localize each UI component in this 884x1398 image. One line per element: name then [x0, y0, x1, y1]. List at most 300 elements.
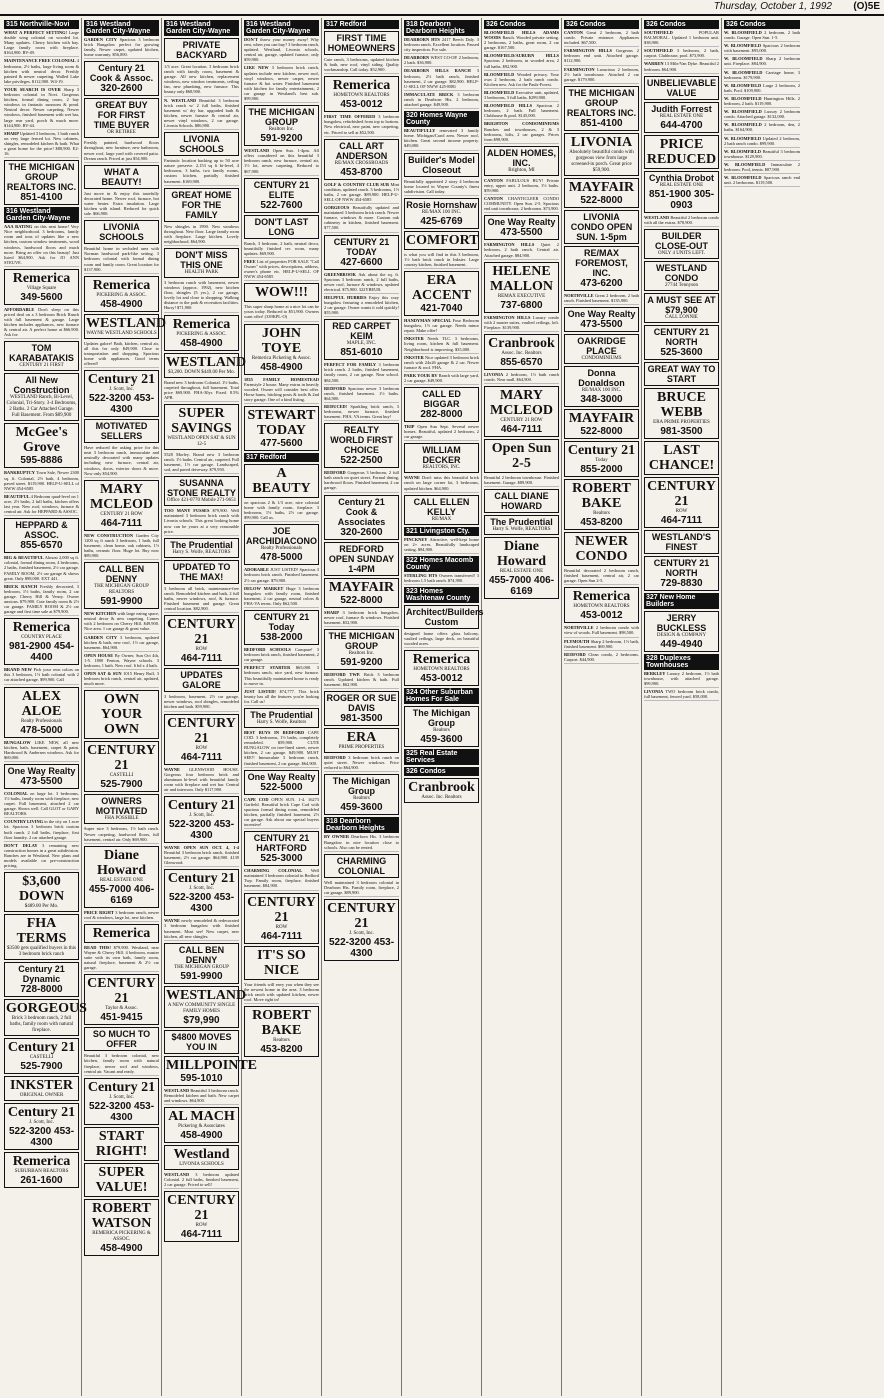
- ad-headline: Cynthia Drobot: [649, 172, 714, 183]
- display-ad: [164, 188, 239, 222]
- display-ad: [244, 215, 319, 239]
- ad-headline: A MUST SEE AT $79,900: [647, 294, 716, 315]
- classified-ad: [484, 372, 559, 384]
- display-ad: [244, 893, 319, 944]
- ad-body: Spacious 2 bedroom, 2 bath. Full basement. Clubhouse & pool. $145,000.: [484, 103, 559, 119]
- ad-phone: 591-9900: [100, 596, 143, 608]
- ad-title: N. WESTLAND: [164, 97, 200, 103]
- ad-body: 2417 Beech Daly. 3 bedroom ranch. Excellent location. Passed city inspection. For sale.: [404, 37, 479, 53]
- ad-body: By Owner, Sun Oct 4th, 1-5. 1800 Fenton, Wayne schools. 3 bedroom, 1 bath. New roof. 6 bd x 4 bath.: [84, 652, 160, 669]
- ad-subtext: Brighton, MI: [508, 167, 535, 173]
- ad-headline: SUSANNA STONE REALTY: [167, 478, 236, 499]
- ad-phone: 522-8000: [580, 426, 623, 438]
- display-ad: [84, 165, 159, 189]
- classified-ad: [564, 652, 639, 664]
- ad-headline: $4800 MOVES YOU IN: [171, 1031, 232, 1052]
- display-ad: [324, 139, 399, 180]
- ad-subtext: CENTURY 21 FIRST: [19, 363, 64, 369]
- ad-title: WAYNE: [164, 766, 189, 772]
- ad-phone: 522-5000: [260, 781, 303, 793]
- ad-title: BY OWNER: [324, 834, 352, 840]
- ad-headline: OAKRIDGE PLACE: [577, 336, 626, 357]
- classified-ad: [324, 610, 399, 627]
- display-ad: [484, 334, 559, 370]
- ad-title: GARDEN CITY: [84, 37, 120, 42]
- ad-body: Huge 3 bedroom bungalow with family room, finished basement, 2 car garage, neutral colors & FHA-VA terms. Only $62,500.: [244, 585, 319, 606]
- display-ad: [244, 178, 319, 213]
- ad-title: BERKLEY: [644, 670, 668, 676]
- ad-title: GOLF & COUNTRY CLUB SUB: [324, 181, 391, 187]
- ad-body: Compare! 3 bedroom brick ranch, finished basement, 2 car garage.: [244, 647, 319, 663]
- ad-headline: MOTIVATED SELLERS: [95, 421, 148, 442]
- ad-body: 2 bedroom, 2 bath condo. Garage. Open Sun. 1-5.: [724, 30, 800, 41]
- display-ad: [164, 1056, 258, 1086]
- ad-title: TRIP: [404, 424, 418, 430]
- classified-ad: [324, 672, 399, 689]
- section-heading: 316 Westland Garden City-Wayne: [4, 207, 79, 223]
- classified-ad: [644, 215, 719, 227]
- classified-ad: [164, 64, 239, 97]
- ad-body: $79,900. Well maintained 3 bedroom brick ranch with Livonia schools. This great looking home now can be yours at a very reasonable price.: [164, 508, 239, 534]
- ad-subtext: HEALTH PARK: [184, 269, 219, 275]
- ad-headline: Diane Howard: [97, 847, 146, 878]
- ad-subtext: REAL ESTATE ONE: [659, 182, 704, 188]
- ad-subtext: Pickering & Associates: [178, 1124, 225, 1129]
- ad-body: List of properties FOR SALE "Call Owner" with prices, descriptions, address, owner's phone etc. HELP-U-SELL OF NWW 454-6585: [244, 258, 319, 280]
- display-ad: [164, 943, 239, 984]
- ad-headline: Century 21 Cook & Associates: [337, 496, 386, 527]
- ad-title: 1835 FAMILY HOMESTEAD: [244, 376, 319, 382]
- ad-headline: THE MICHIGAN GROUP: [248, 107, 315, 128]
- classified-ad: [404, 37, 479, 54]
- ad-body: CAPE COD. 3 bedrooms, 1½ baths, completely remodeled. $59,900. CUTE BUNGALOW on tree-lined street, newer kitchen, 2 car garage. $49,900. MUST SEE!! Immaculate 3 bedroom ranch, finished basement, 2 car garage. $64,900.: [244, 729, 319, 766]
- ad-body: Luxurious 2 bedroom, 2½ bath townhouse. Attached 2 car garage. $179,900.: [564, 66, 639, 82]
- ad-title: W. BLOOMFIELD: [724, 30, 765, 35]
- ad-subtext: CALL LONNIE: [665, 314, 698, 320]
- ad-subtext: ERA PRIME PROPERTIES: [653, 419, 710, 425]
- ad-body: Well maintained 3 bedroom colonial in Redford Twp. Family room, fireplace, finished basement. $84,900.: [244, 868, 319, 889]
- section-heading: 323 Homes Washtenaw County: [404, 587, 479, 603]
- ad-headline: MILLPOINTE: [166, 1057, 258, 1073]
- ad-headline: JERRY BUCKLESS: [656, 612, 707, 633]
- ad-body: Owners transferred! 3 bedroom 1.5 bath ranch. $74,900.: [404, 572, 479, 584]
- ad-title: W. BLOOMFIELD: [724, 109, 765, 115]
- ad-title: GREENBROOK: [324, 271, 359, 277]
- ad-phone: 459-3600: [340, 802, 383, 814]
- ad-phone: 595-8886: [20, 455, 63, 467]
- display-ad: [164, 248, 239, 278]
- ad-headline: HELENE MALLON: [490, 263, 553, 294]
- classified-ad: [84, 341, 159, 368]
- ad-body: 3 bedroom updated Colonial. 2 full baths, finished basement, 2 car garage. Priced to sell!: [164, 1172, 239, 1188]
- ad-title: WESTLAND: [244, 148, 273, 154]
- ad-body: 3 bedroom ranch, newer roof & windows, large lot, new kitchen.: [84, 909, 160, 920]
- section-heading: 328 Duplexes Townhouses: [644, 654, 719, 670]
- classified-ad: [244, 148, 319, 175]
- ad-body: Brand new 3 bedroom Colonial. 1½ baths, carpeted throughout, full basement. Total price $69,900. FHA-30yr. Fixed. 8.5% APR.: [164, 379, 239, 400]
- classified-ad: [4, 307, 79, 340]
- ad-phone: 855-6570: [20, 540, 63, 552]
- classified-column: [2, 18, 87, 1396]
- ad-phone: 855-6570: [500, 356, 543, 368]
- ad-body: Sharp 2 bedroom, 1½ bath, finished basement. $69,900.: [564, 638, 639, 649]
- classified-ad: [644, 671, 719, 688]
- ad-phone: 453-0012: [340, 99, 383, 111]
- display-ad: [4, 999, 87, 1036]
- ad-body: Well maintained 3 bedroom colonial in Dearborn Hts. Family room, fireplace, 2 car garage. $89,900.: [324, 879, 399, 895]
- display-ad: [484, 146, 559, 176]
- ad-body: Beautiful home in secluded area with Norman hardwood park-like setting. 3 bedroom colonial with formal dining room and family room. Great location for $137,900.: [84, 246, 159, 272]
- classified-column: [322, 18, 402, 1396]
- ad-body: Gorgeous 3 bedroom, 2 full bath ranch on quiet street. Formal dining, hardwood floors. Finished basement, 2 car garage.: [324, 470, 399, 491]
- ad-subtext: Office 421-0770 Mobile 271-9651: [166, 498, 237, 504]
- ad-title: DEARBORN HTS: [404, 37, 442, 42]
- classified-ad: [244, 377, 319, 404]
- ad-body: Ask about the sq. ft. Spacious 3 bedroom ranch, 2 full baths, newer roof, furnace & windows, updated electrical. $75,900. 322YBEUB.: [324, 271, 399, 292]
- ad-subtext: J. Scott, Inc.: [109, 1094, 134, 1100]
- ad-title: SOUTHFIELD: [644, 48, 677, 54]
- ad-phone: 522-3200 453-4300: [328, 936, 395, 959]
- ad-headline: Judith Forrest: [651, 103, 712, 114]
- display-ad: [644, 530, 719, 554]
- ad-title: HANDYMAN SPECIAL: [404, 318, 453, 324]
- ad-title: DON'T DELAY: [4, 842, 43, 848]
- display-ad: [564, 210, 639, 244]
- ad-headline: LAST CHANCE!: [648, 442, 715, 473]
- ad-headline: CENTURY 21 NORTH: [653, 557, 710, 578]
- ad-title: FARMINGTON HILLS: [484, 314, 533, 320]
- classified-ad: [4, 131, 79, 158]
- classified-ad: [324, 880, 399, 897]
- ad-headline: Rosie Hornshaw: [406, 199, 477, 210]
- display-ad: [4, 1152, 79, 1188]
- section-heading: 326 Condos: [404, 767, 479, 776]
- ad-title: REDFORD: [324, 755, 349, 761]
- section-heading: 326 Condos: [644, 20, 719, 29]
- ad-body: Beautiful 2 bedroom condo with all the extras. $78,900.: [644, 214, 719, 225]
- ad-body: Spacious 2 bedroom, in wooded area, 2 full baths. $92,900.: [484, 58, 559, 69]
- ad-phone: 261-1600: [20, 1175, 63, 1187]
- ad-headline: CENTURY 21: [647, 478, 716, 509]
- ad-title: W. BLOOMFIELD: [724, 122, 765, 128]
- classified-column: [402, 18, 482, 1396]
- ad-phone: 451-9415: [100, 1012, 143, 1024]
- ad-headline: IT'S SO NICE: [257, 947, 306, 978]
- classified-ad: [644, 48, 719, 60]
- ad-headline: One Way Realty: [567, 309, 636, 320]
- display-ad: [164, 668, 239, 692]
- classified-ad: [164, 224, 239, 246]
- ad-headline: OWN YOUR OWN: [100, 692, 143, 738]
- classified-ad: [244, 586, 319, 608]
- ad-subtext: $3500 gets qualified buyers in this 3 bedroom brick ranch: [6, 946, 77, 958]
- ad-title: GORGEOUS: [324, 205, 353, 211]
- ad-headline: Century 21: [7, 1105, 76, 1121]
- classified-ad: [164, 508, 239, 535]
- classified-ad: [484, 53, 559, 70]
- classified-ad: [724, 149, 800, 161]
- ad-title: FARMINGTON HILLS: [484, 242, 541, 248]
- ad-body: Large double wing colonial on wooded lot. Many updates. Cherry kitchen with bay. Large family room with fireplace. $164,900. RV-49.: [4, 30, 79, 56]
- ad-body: 1/3 acre. Great location. 3 bedroom brick ranch with family room, basement & garage. All new kitchen, replacement windows, new window treatments, ceiling fan, new plumbing, new furnace. This beauty only $68,900.: [164, 64, 239, 95]
- ad-body: Just move in & enjoy this tastefully decorated home. Newer roof, furnace, hot water heater. Extra insulation. Large kitchen with island. Reduced for quick sale. $66,900.: [84, 190, 159, 217]
- ad-title: COUNTRY LIVING: [4, 819, 45, 825]
- display-ad: [644, 229, 719, 259]
- ad-body: Sharp 2 bedroom unit. Fireplace. $84,900.: [724, 56, 800, 67]
- classified-column: [722, 18, 802, 1396]
- ad-body: Almost 2,000 sq ft. colonial, formal dining room, 4 bedrooms, 2 baths, finished basement, 2½ car garage. FAMILY ROOM, 2½ car garage & shows great. Only $98,000. EXT 441.: [4, 555, 79, 581]
- classified-ad: [244, 241, 319, 258]
- classified-ad: [4, 584, 79, 617]
- classified-ad: [84, 246, 159, 273]
- ad-body: Garden City 1200 sq ft ranch 3 bedroom, 1 bath, full basement, clean home, oak cabinets, 1½ baths, ceramic floor. Huge lot. Buy now $89,900.: [84, 532, 159, 559]
- ad-title: NORTHVILLE: [564, 292, 596, 298]
- ad-body: Have reduced the asking price for this neat 3 bedroom ranch, immaculate and neutrally decorated with many updates including new furnace, central air, windows, doors, exterior doors & more. Now only $54,900.: [84, 445, 159, 476]
- ad-title: MAINTENANCE FREE COLONIAL: [4, 58, 77, 64]
- ad-subtext: ROW: [675, 508, 688, 514]
- ad-title: AAA RATING: [4, 224, 35, 230]
- ad-body: Open Sun. 1-4pm. All offers considered on this beautiful 3 bedroom ranch, new furnace, central air, 1½ lot, newer carpeting. Reduced to $67,900.: [244, 148, 319, 174]
- ad-headline: McGee's Grove: [15, 425, 68, 456]
- section-heading: 318 Dearborn Dearborn Heights: [404, 20, 479, 36]
- display-ad: [404, 443, 479, 473]
- ad-title: SOUTHFIELD: [644, 30, 699, 35]
- ad-subtext: REMAX EXECUTIVE: [497, 293, 546, 299]
- ad-body: Beautiful 3 bedroom colonial, new kitchen, family room with natural fireplace, newer roof and windows, central air. Vacant and ready.: [84, 1053, 159, 1074]
- ad-subtext: CONDOMINIUMS: [581, 356, 622, 362]
- ad-title: BLOOMFIELD/AUBURN HILLS: [484, 53, 559, 59]
- classified-ad: [324, 205, 399, 232]
- ad-body: Mint condition, updated ranch. 3 bedrooms, 1½ baths, 2 car garage. $89,900. HELP-U-SELL OF NWW 454-6585: [324, 181, 399, 202]
- classified-ad: [324, 834, 399, 851]
- ad-title: BEAUTIFULLY: [404, 128, 440, 134]
- ad-phone: 595-1010: [180, 1072, 223, 1084]
- ad-headline: The Prudential: [250, 709, 313, 720]
- ad-phone: 981-3500: [660, 425, 703, 437]
- classified-ad: [244, 304, 319, 321]
- ad-body: Beautiful 3 bedroom brick ranch, finished basement, 2½ car garage. $64,900. 4139 Glenwood.: [164, 850, 239, 866]
- ad-subtext: J. Scott, Inc.: [349, 930, 374, 936]
- ad-title: IMMACULATE BRICK: [404, 91, 458, 97]
- classified-ad: [404, 55, 479, 67]
- ad-headline: CALL ART ANDERSON: [335, 140, 388, 161]
- ad-title: JUST LISTED!: [244, 688, 280, 694]
- display-ad: [164, 476, 239, 506]
- ad-subtext: $3,200. DOWN $449.00 Per Mo.: [168, 369, 235, 375]
- ad-body: POPULAR BALMORAL. Updated 1 bedroom unit. $38,900.: [644, 30, 719, 46]
- ad-subtext: RE/MAX CROSSROADS: [334, 160, 389, 166]
- classified-ad: [84, 945, 159, 972]
- ad-headline: Century 21 Cook & Assoc.: [89, 63, 154, 84]
- classified-ad: [4, 819, 79, 841]
- ad-headline: Century 21: [567, 443, 636, 459]
- ad-headline: CENTURY 21 ELITE: [253, 179, 310, 200]
- ad-title: BRICK RANCH: [4, 583, 40, 589]
- ad-body: 3 bedroom brick ranch, updates include new kitchen, newer roof, vinyl windows, newer carpet, newer furnace & hot water. Finished basement with kitchen for family entertainment, 2 car garage in Westland's best sub. $99,900.: [244, 65, 319, 102]
- ad-phone: 591-9900: [180, 970, 223, 982]
- ad-subtext: REMERICA PICKERING & ASSOC.: [92, 1230, 151, 1242]
- ad-headline: COMFORT: [406, 232, 479, 248]
- ad-headline: Diane Howard: [497, 539, 546, 570]
- ad-title: BLOOMFIELD HILLS ADAMS WOODS: [484, 30, 559, 41]
- ad-phone: 464-7111: [180, 751, 223, 763]
- ad-headline: Remerica: [412, 652, 471, 668]
- ad-title: BLOOMFIELD HILLS: [484, 103, 537, 109]
- ad-headline: DON'T LAST LONG: [254, 216, 309, 237]
- display-ad: [324, 854, 399, 878]
- classified-ad: [324, 272, 399, 294]
- ad-headline: TOM KARABATAKIS: [9, 343, 74, 364]
- ad-body: Clean condo, 2 bedrooms. Carport. $44,900.: [564, 651, 639, 662]
- section-heading: 326 Condos: [484, 20, 559, 29]
- ad-phone: 458-4900: [180, 337, 223, 349]
- classified-ad: [164, 767, 239, 794]
- display-ad: [4, 962, 79, 997]
- display-ad: [244, 524, 319, 565]
- ad-body: Super nice 3 bedroom, 1½ bath ranch. Newer carpeting, hardwood floors, full basement, central air. Only $69,900.: [84, 826, 159, 842]
- section-heading: 317 Redford: [324, 20, 399, 29]
- display-ad: [324, 691, 399, 726]
- classified-ad: [164, 380, 239, 402]
- display-ad: [324, 542, 399, 576]
- ad-headline: Architect/Builders Custom: [406, 607, 484, 628]
- ad-phone: 522-3200 453-4300: [88, 393, 155, 416]
- classified-ad: [564, 67, 639, 84]
- classified-ad: [404, 128, 479, 150]
- classified-ad: [724, 136, 800, 148]
- ad-body: Enjoy this cozy bungalow featuring a remodeled kitchen, 2 car garage. Owner wants it sold quickly! $55,900.: [324, 294, 399, 316]
- classified-ad: [404, 252, 479, 269]
- ad-title: YOUR SEARCH IS OVER: [4, 86, 64, 92]
- ad-headline: ROGER OR SUE DAVIS: [326, 693, 397, 714]
- classified-ad: [4, 30, 79, 57]
- ad-subtext: CASTELLI: [109, 773, 134, 779]
- ad-headline: INKSTER: [9, 1078, 74, 1094]
- ad-subtext: Harry S. Wolfe, REALTORS: [172, 549, 231, 555]
- classified-ad: [84, 533, 159, 560]
- ad-title: REDFORD: [324, 385, 348, 391]
- display-ad: [484, 537, 559, 599]
- display-ad: [4, 160, 79, 205]
- ad-headline: CALL DIANE HOWARD: [494, 491, 549, 512]
- ad-title: PARK YOUR RV: [404, 372, 439, 378]
- display-ad: [484, 489, 559, 513]
- ad-headline: Century 21: [167, 797, 236, 813]
- ad-headline: WOW!!!: [255, 285, 308, 301]
- ad-title: W. BLOOMFIELD: [724, 175, 764, 181]
- classified-ad: [324, 755, 399, 772]
- ad-phone: 851-6010: [340, 347, 383, 359]
- ad-body: Beautiful 3 bedroom townhouse. $129,900.: [724, 148, 800, 159]
- ad-headline: CENTURY 21: [167, 1193, 236, 1224]
- ad-subtext: Realtors: [273, 1037, 290, 1043]
- display-ad: [564, 441, 639, 477]
- ad-headline: Cranbrook: [488, 335, 555, 351]
- ad-subtext: Harry S. Wolfe, REALTORS: [492, 527, 551, 533]
- display-ad: [84, 741, 159, 792]
- page-header: [0, 0, 884, 16]
- display-ad: [4, 1076, 79, 1101]
- classified-ad: [484, 196, 559, 213]
- ad-subtext: 27744 Tennyson: [664, 282, 699, 288]
- ad-body: with large eating space, neutral decor & new carpeting. Comes with 2 bedroom on Cherry Hill. $49,900. Nice area. 1 car garage & great value.: [84, 611, 160, 632]
- ad-body: on large lot. 3 bedrooms, 1½ baths, family room with fireplace, new carpet. Full basement, attached 2 car garage. Shows well. Call GLOT or GARY REALTORS.: [4, 790, 79, 817]
- display-ad: [484, 439, 559, 473]
- ad-title: BEAUTIFUL: [4, 493, 31, 499]
- ad-title: PRICE RIGHT: [84, 909, 116, 915]
- display-ad: [644, 325, 719, 360]
- ad-headline: BUILDER CLOSE-OUT: [655, 230, 708, 251]
- ad-subtext: ROW: [195, 647, 208, 653]
- classified-ad: [164, 1088, 239, 1105]
- display-ad: [4, 373, 79, 421]
- ad-subtext: Realtors Inc.: [268, 127, 295, 133]
- ad-headline: HEPPARD & ASSOC.: [15, 520, 68, 541]
- ad-subtext: COUNTRY PLACE: [21, 635, 62, 641]
- ad-subtext: Today: [595, 458, 608, 464]
- ad-body: Fantastic location backing up to 50 acre nature preserve. 2,153 sq ft bi-level, 4 bedrooms, 3 baths, two family rooms, custom kitchen, partially finished basement. $169,900.: [164, 158, 239, 184]
- display-ad: [84, 1163, 159, 1197]
- classified-ad: [484, 315, 559, 332]
- display-ad: [164, 538, 239, 558]
- ad-body: Ranch. Wooded private setting. 2 bedrooms, 2 baths, great room, 2 car garage. $167,500.: [484, 35, 559, 51]
- classified-ad: [404, 573, 479, 585]
- display-ad: [324, 319, 399, 360]
- ad-body: 3 remaining new construction homes in a great subdivision. Ranches are in Westland. New plans and models available on pre-construction pricing.: [4, 842, 79, 869]
- ad-headline: CENTURY 21 NORTH: [653, 326, 710, 347]
- classified-ad: [644, 30, 719, 47]
- section-heading: 316 Westland Garden City-Wayne: [244, 20, 319, 36]
- ad-subtext: ROW: [195, 1223, 208, 1229]
- ad-subtext: HOMETOWN REALTORS: [573, 604, 630, 610]
- classified-ad: [484, 475, 559, 487]
- classified-ad: [324, 295, 399, 317]
- ad-phone: $79,990: [183, 1014, 220, 1026]
- ad-title: WHAT A PERFECT SETTING!: [4, 30, 69, 35]
- display-ad: [564, 133, 639, 176]
- ad-body: $74,777. This brick beauty has all the features you're looking for. Call us!: [244, 688, 320, 704]
- ad-title: CHARMING COLONIAL: [244, 868, 311, 874]
- section-heading: 320 Homes Wayne County: [404, 111, 479, 127]
- ad-headline: Century 21: [87, 1079, 156, 1095]
- classified-ad: [484, 72, 559, 89]
- classified-ad: [244, 797, 319, 830]
- section-heading: 321 Livingston Cty.: [404, 527, 479, 536]
- classified-ad: [564, 30, 639, 47]
- ad-title: WESTLAND: [644, 214, 671, 220]
- classified-ad: [84, 140, 159, 162]
- classified-ad: [164, 452, 239, 474]
- display-ad: [84, 1127, 159, 1161]
- classified-ad: [404, 336, 479, 353]
- ad-title: NORTHVILLE: [564, 625, 596, 631]
- display-ad: [404, 153, 479, 177]
- ad-phone: 851-1900 305-0903: [648, 188, 715, 211]
- ad-phone: 455-7000 406-6169: [88, 883, 155, 906]
- ad-subtext: ORIGINAL OWNER: [19, 1093, 64, 1099]
- display-ad: [564, 86, 639, 131]
- display-ad: [324, 899, 399, 961]
- display-ad: [164, 404, 239, 450]
- ad-subtext: Realtors Inc.: [348, 650, 375, 656]
- display-ad: [324, 774, 399, 815]
- ad-headline: Open Sun 2-5: [491, 441, 552, 472]
- classified-ad: [724, 43, 800, 55]
- classified-ad: [404, 373, 479, 385]
- ad-headline: JOHN TOYE: [261, 325, 302, 356]
- ad-subtext: HOMETOWN REALTORS: [333, 93, 390, 99]
- ad-headline: The Michigan Group: [412, 708, 471, 729]
